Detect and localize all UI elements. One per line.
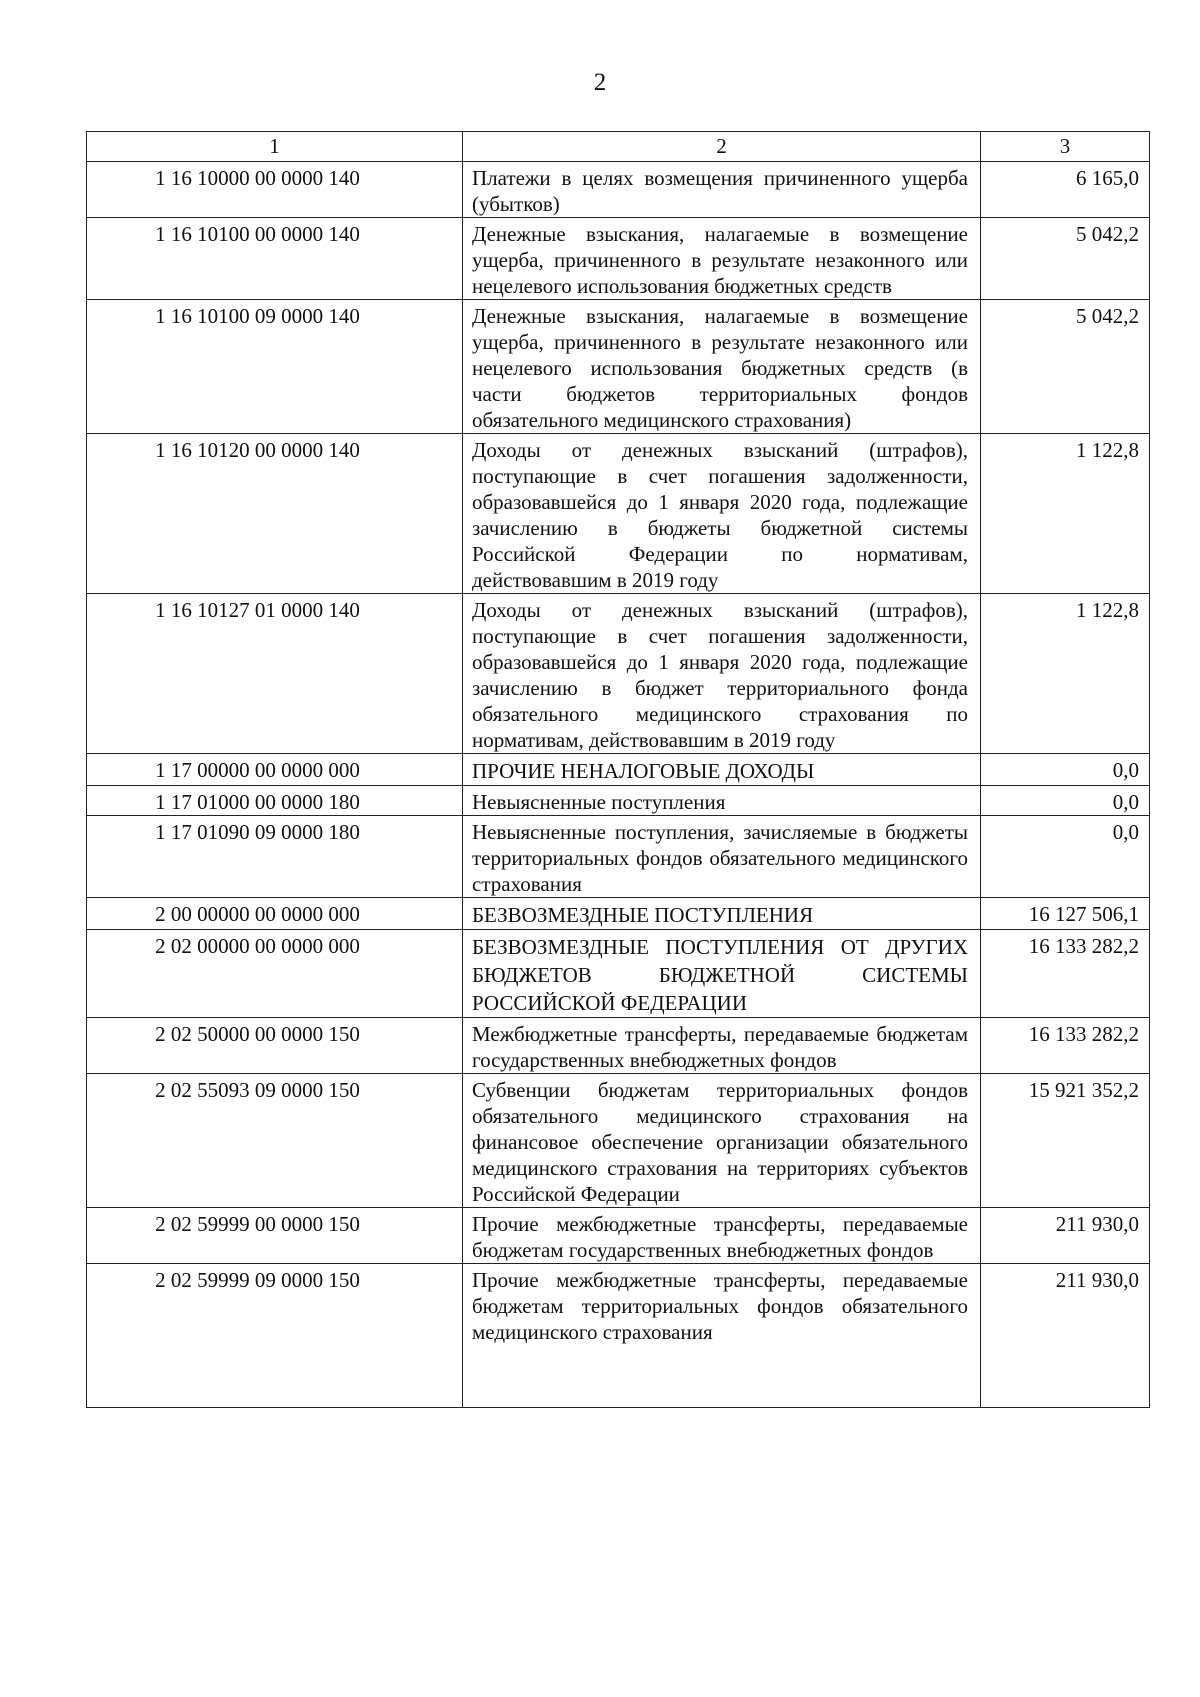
revenue-name-cell: Субвенции бюджетам территориальных фондов обязательного медицинского страхования на финансовое обеспечение организации обязательного медицинского страхования на территориях субъектов Российской Федерации (463, 1074, 981, 1208)
revenue-name-cell: Прочие межбюджетные трансферты, передаваемые бюджетам государственных внебюджетных фондов (463, 1208, 981, 1264)
table-row (87, 786, 1150, 816)
budget-code-cell: 2 02 59999 00 0000 150 (87, 1208, 463, 1264)
revenue-name-cell: Доходы от денежных взысканий (штрафов), поступающие в счет погашения задолженности, образовавшейся до 1 января 2020 года, подлежащие зачислению в бюджеты бюджетной системы Российской Федерации по нормативам, действовавшим в 2019 году (463, 434, 981, 594)
revenue-name-cell: БЕЗВОЗМЕЗДНЫЕ ПОСТУПЛЕНИЯ (463, 898, 981, 930)
amount-cell: 0,0 (981, 754, 1150, 786)
amount-cell: 5 042,2 (981, 218, 1150, 300)
table-row (87, 1208, 1150, 1264)
budget-code-cell: 1 17 00000 00 0000 000 (87, 754, 463, 786)
revenue-name-cell: Денежные взыскания, налагаемые в возмещение ущерба, причиненного в результате незаконного или нецелевого использования бюджетных средств (463, 218, 981, 300)
revenue-name-cell: Денежные взыскания, налагаемые в возмещение ущерба, причиненного в результате незаконного или нецелевого использования бюджетных средств (в части бюджетов территориальных фондов обязательного медицинского страхования) (463, 300, 981, 434)
amount-cell: 16 133 282,2 (981, 930, 1150, 1018)
column-header-amount: 3 (981, 132, 1150, 162)
budget-code-cell: 2 02 59999 09 0000 150 (87, 1264, 463, 1408)
table-header-row (87, 132, 1150, 162)
table-row (87, 754, 1150, 786)
amount-cell: 1 122,8 (981, 434, 1150, 594)
amount-cell: 6 165,0 (981, 162, 1150, 218)
amount-cell: 1 122,8 (981, 594, 1150, 754)
amount-cell: 211 930,0 (981, 1264, 1150, 1408)
table-row (87, 816, 1150, 898)
table-row (87, 434, 1150, 594)
amount-cell: 0,0 (981, 816, 1150, 898)
table-row (87, 898, 1150, 930)
revenue-name-cell: Невыясненные поступления (463, 786, 981, 816)
budget-code-cell: 2 00 00000 00 0000 000 (87, 898, 463, 930)
amount-cell: 16 127 506,1 (981, 898, 1150, 930)
column-header-name: 2 (463, 132, 981, 162)
amount-cell: 0,0 (981, 786, 1150, 816)
budget-code-cell: 1 16 10127 01 0000 140 (87, 594, 463, 754)
table-row (87, 1074, 1150, 1208)
budget-code-cell: 1 16 10100 09 0000 140 (87, 300, 463, 434)
budget-code-cell: 2 02 50000 00 0000 150 (87, 1018, 463, 1074)
budget-code-cell: 1 17 01000 00 0000 180 (87, 786, 463, 816)
table-row (87, 1018, 1150, 1074)
revenue-name-cell: Межбюджетные трансферты, передаваемые бюджетам государственных внебюджетных фондов (463, 1018, 981, 1074)
amount-cell: 211 930,0 (981, 1208, 1150, 1264)
table-row (87, 1264, 1150, 1408)
table-row (87, 594, 1150, 754)
table-row (87, 930, 1150, 1018)
revenue-name-cell: Платежи в целях возмещения причиненного ущерба (убытков) (463, 162, 981, 218)
budget-code-cell: 1 16 10000 00 0000 140 (87, 162, 463, 218)
table-row (87, 218, 1150, 300)
amount-cell: 5 042,2 (981, 300, 1150, 434)
table-row (87, 300, 1150, 434)
revenue-name-cell: Доходы от денежных взысканий (штрафов), поступающие в счет погашения задолженности, образовавшейся до 1 января 2020 года, подлежащие зачислению в бюджет территориального фонда обязательного медицинского страхования по нормативам, действовавшим в 2019 году (463, 594, 981, 754)
budget-code-cell: 2 02 00000 00 0000 000 (87, 930, 463, 1018)
revenue-name-cell: Невыясненные поступления, зачисляемые в бюджеты территориальных фондов обязательного медицинского страхования (463, 816, 981, 898)
amount-cell: 16 133 282,2 (981, 1018, 1150, 1074)
budget-code-cell: 1 16 10100 00 0000 140 (87, 218, 463, 300)
revenue-name-cell: БЕЗВОЗМЕЗДНЫЕ ПОСТУПЛЕНИЯ ОТ ДРУГИХ БЮДЖЕТОВ БЮДЖЕТНОЙ СИСТЕМЫ РОССИЙСКОЙ ФЕДЕРАЦИИ (463, 930, 981, 1018)
budget-code-cell: 2 02 55093 09 0000 150 (87, 1074, 463, 1208)
budget-code-cell: 1 17 01090 09 0000 180 (87, 816, 463, 898)
amount-cell: 15 921 352,2 (981, 1074, 1150, 1208)
revenue-name-cell: ПРОЧИЕ НЕНАЛОГОВЫЕ ДОХОДЫ (463, 754, 981, 786)
revenue-name-cell: Прочие межбюджетные трансферты, передаваемые бюджетам территориальных фондов обязательного медицинского страхования (463, 1264, 981, 1408)
page-number: 2 (593, 69, 607, 96)
budget-revenue-table (86, 131, 1150, 1408)
column-header-code: 1 (87, 132, 463, 162)
budget-code-cell: 1 16 10120 00 0000 140 (87, 434, 463, 594)
table-row (87, 162, 1150, 218)
